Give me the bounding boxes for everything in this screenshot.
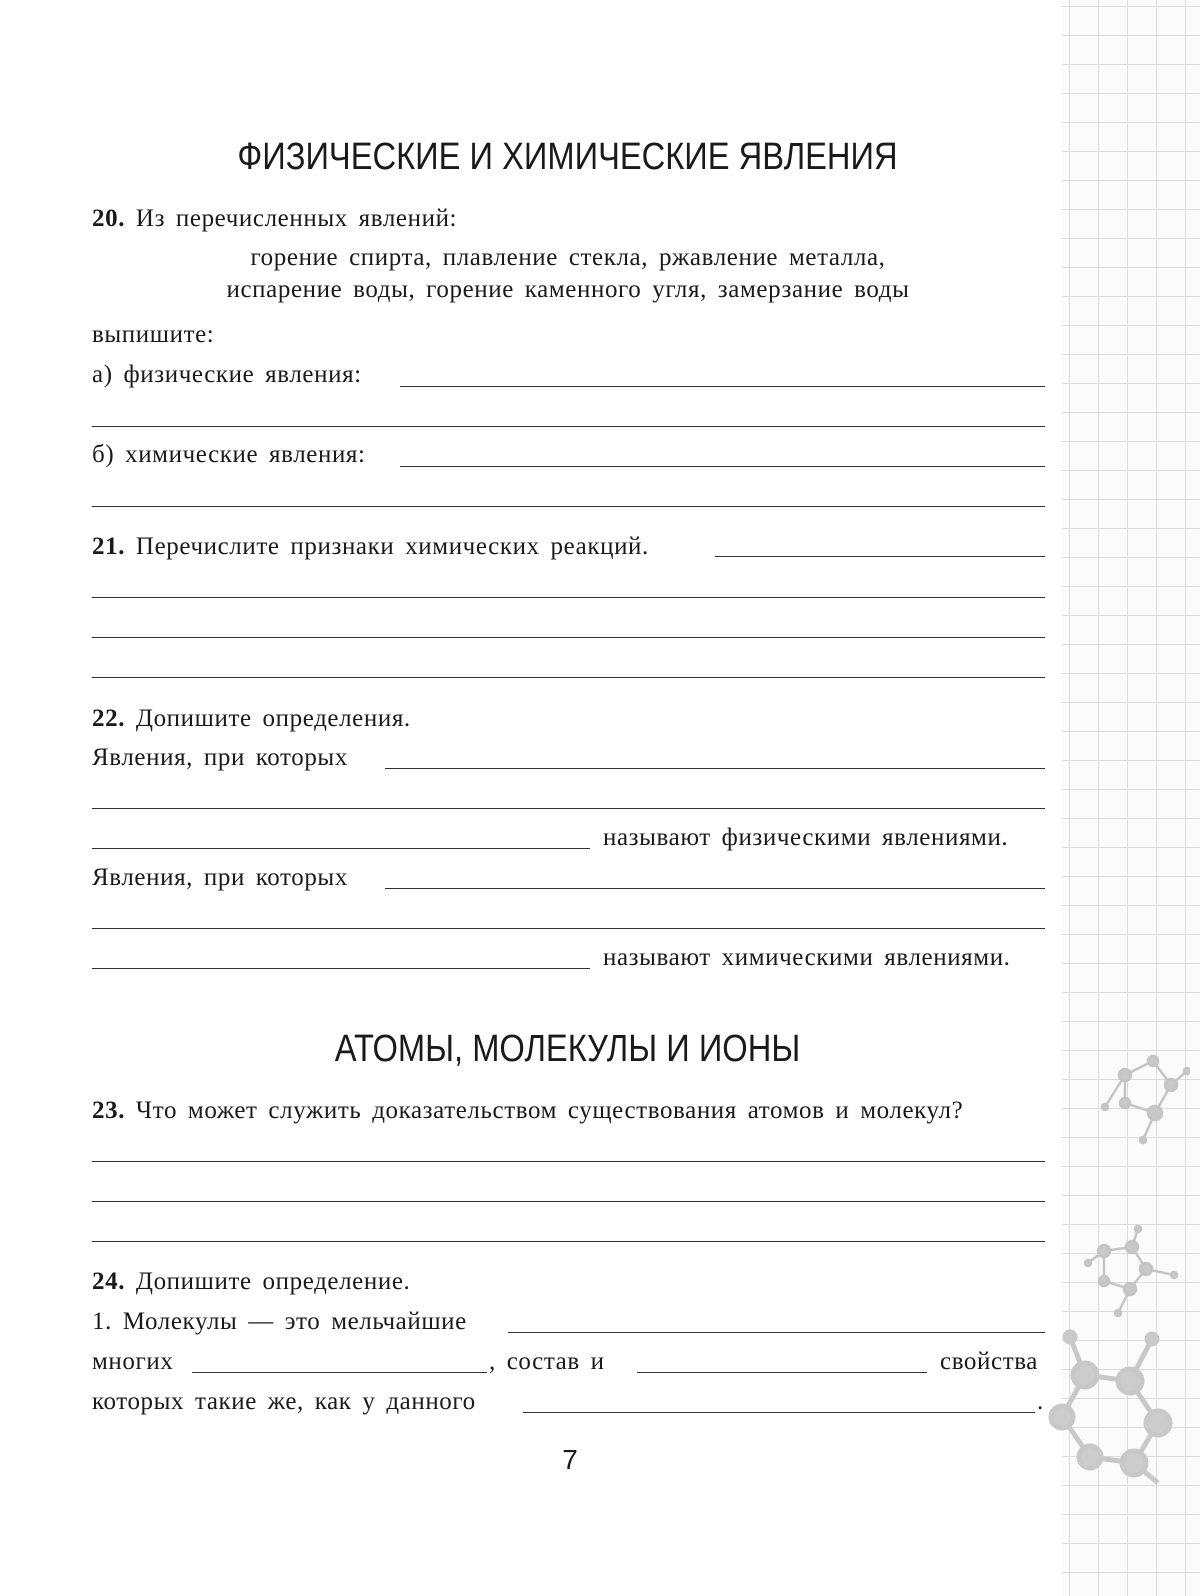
answer-line-def1-2[interactable] [92, 808, 1045, 809]
page-number: 7 [562, 1444, 578, 1475]
answer-line-chemical-2[interactable] [92, 506, 1045, 507]
answer-line-def2[interactable] [385, 888, 1045, 889]
task-24-intro [92, 1267, 410, 1297]
section-title-phenomena: ФИЗИЧЕСКИЕ И ХИМИЧЕСКИЕ ЯВЛЕНИЯ [237, 136, 898, 178]
answer-line-def2-2[interactable] [92, 928, 1045, 929]
answer-line-signs-2[interactable] [92, 597, 1045, 598]
molecule-decoration-icon [1095, 1045, 1190, 1150]
answer-line-property[interactable] [637, 1372, 927, 1373]
answer-line-substance[interactable] [523, 1412, 1035, 1413]
phenomena-list-line-1: горение спирта, плавление стекла, ржавление металла, [250, 244, 886, 271]
sentence-period: . [1037, 1388, 1044, 1415]
definition-1-end: называют физическими явлениями. [603, 824, 1009, 851]
answer-line-signs[interactable] [715, 556, 1045, 557]
task-number: 24. [92, 1268, 126, 1295]
definition-1-start: Явления, при которых [92, 744, 348, 771]
answer-line-signs-3[interactable] [92, 637, 1045, 638]
molecule-definition-start: 1. Молекулы — это мельчайшие [92, 1308, 467, 1335]
answer-line-evidence-2[interactable] [92, 1201, 1045, 1202]
answer-line-particles[interactable] [508, 1332, 1045, 1333]
answer-line-physical-2[interactable] [92, 426, 1045, 427]
answer-line-signs-4[interactable] [92, 677, 1045, 678]
task-text: Перечислите признаки химических реакций. [135, 533, 649, 560]
task-number: 21. [92, 533, 126, 560]
task-number: 22. [92, 705, 126, 732]
task-text: Допишите определения. [135, 705, 411, 732]
task-20-instruction: выпишите: [92, 321, 215, 348]
task-20-part-b-label: б) химические явления: [92, 441, 366, 468]
task-21-question [92, 532, 649, 562]
definition-2-start: Явления, при которых [92, 864, 348, 891]
answer-line-def1[interactable] [385, 768, 1045, 769]
section-title-atoms: АТОМЫ, МОЛЕКУЛЫ И ИОНЫ [334, 1028, 801, 1070]
task-22-intro [92, 704, 411, 734]
answer-line-def2-3[interactable] [92, 968, 590, 969]
task-number: 20. [92, 205, 126, 232]
task-text: Что может служить доказательством существования атомов и молекул? [135, 1097, 964, 1124]
task-23-question [92, 1096, 963, 1126]
answer-line-evidence-3[interactable] [92, 1241, 1045, 1242]
phenomena-list-line-2: испарение воды, горение каменного угля, замерзание воды [226, 276, 910, 303]
answer-line-chemical[interactable] [400, 466, 1045, 467]
molecule-definition-end-start: которых такие же, как у данного [92, 1388, 476, 1415]
task-20-intro [92, 204, 457, 234]
molecule-decoration-icon [1040, 1325, 1190, 1485]
molecule-decoration-icon [1080, 1225, 1180, 1320]
task-text: Допишите определение. [135, 1268, 411, 1295]
answer-line-def1-3[interactable] [92, 848, 590, 849]
word-many: многих [92, 1348, 174, 1375]
definition-2-end: называют химическими явлениями. [603, 944, 1011, 971]
answer-line-substances[interactable] [192, 1372, 487, 1373]
answer-line-evidence-1[interactable] [92, 1161, 1045, 1162]
task-text: Из перечисленных явлений: [135, 205, 458, 232]
task-number: 23. [92, 1097, 126, 1124]
word-properties: свойства [940, 1348, 1039, 1375]
word-composition: , состав и [489, 1348, 605, 1375]
answer-line-physical[interactable] [400, 386, 1045, 387]
task-20-part-a-label: а) физические явления: [92, 361, 362, 388]
